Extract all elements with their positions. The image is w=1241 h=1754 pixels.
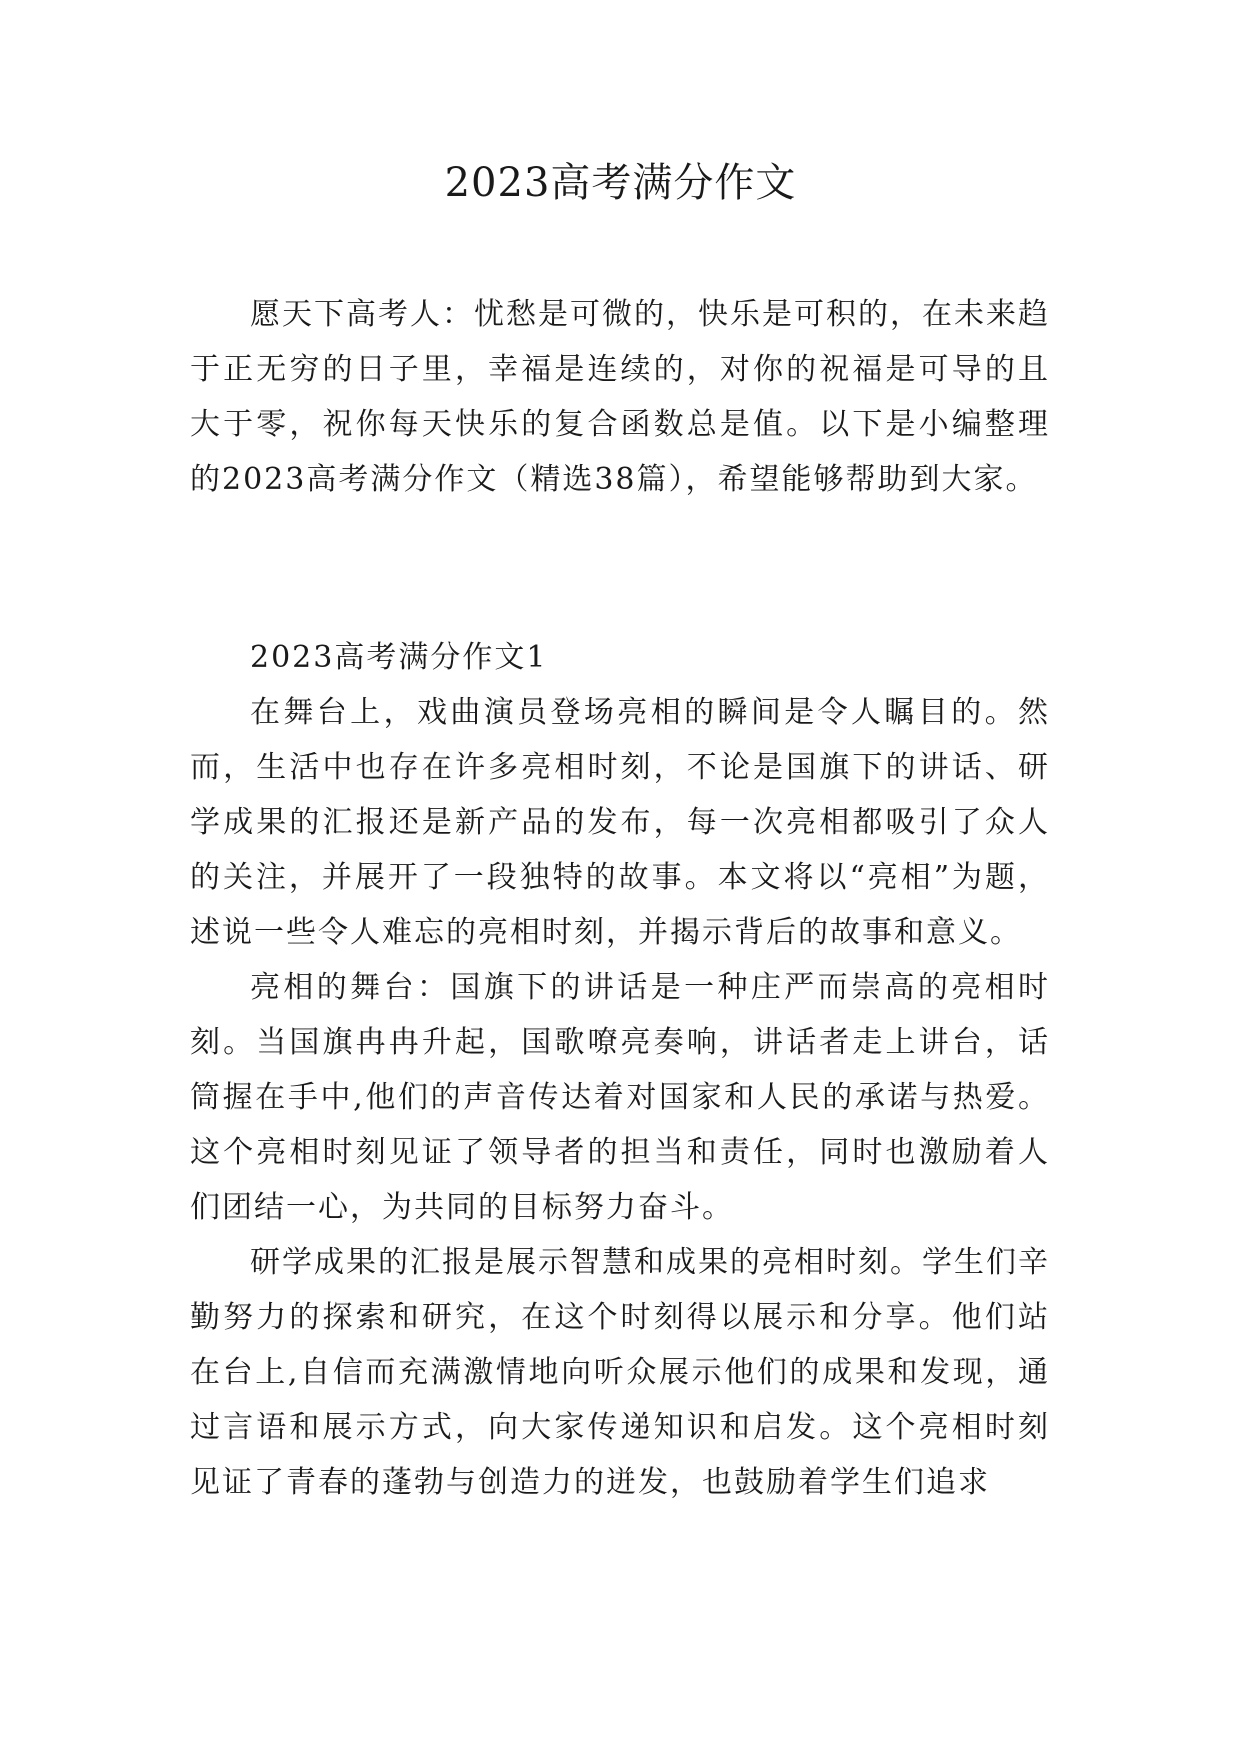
essay-paragraph-2: 亮相的舞台：国旗下的讲话是一种庄严而崇高的亮相时刻。当国旗冉冉升起，国歌嘹亮奏响，讲话者走上讲台，话筒握在手中,他们的声音传达着对国家和人民的承诺与热爱。这个亮相时刻见证了领导者的担当和责任，同时也激励着人们团结一心，为共同的目标努力奋斗。 bbox=[190, 970, 1050, 1225]
essay-heading: 2023高考满分作文1 bbox=[250, 640, 548, 675]
essay-paragraph-3: 研学成果的汇报是展示智慧和成果的亮相时刻。学生们辛勤努力的探索和研究，在这个时刻得以展示和分享。他们站在台上,自信而充满激情地向听众展示他们的成果和发现，通过言语和展示方式，向大家传递知识和启发。这个亮相时刻见证了青春的蓬勃与创造力的迸发，也鼓励着学生们追求 bbox=[190, 1245, 1050, 1500]
essay-paragraph-1: 在舞台上，戏曲演员登场亮相的瞬间是令人瞩目的。然而，生活中也存在许多亮相时刻，不论是国旗下的讲话、研学成果的汇报还是新产品的发布，每一次亮相都吸引了众人的关注，并展开了一段独特的故事。本文将以“亮相”为题，述说一些令人难忘的亮相时刻，并揭示背后的故事和意义。 bbox=[190, 695, 1050, 950]
intro-section bbox=[190, 287, 1050, 507]
essay-section bbox=[190, 630, 1050, 1510]
intro-paragraph: 愿天下高考人：忧愁是可微的，快乐是可积的，在未来趋于正无穷的日子里，幸福是连续的，对你的祝福是可导的且大于零，祝你每天快乐的复合函数总是值。以下是小编整理的2023高考满分作文（精选38篇），希望能够帮助到大家。 bbox=[190, 297, 1050, 497]
page-title: 2023高考满分作文 bbox=[444, 160, 797, 206]
